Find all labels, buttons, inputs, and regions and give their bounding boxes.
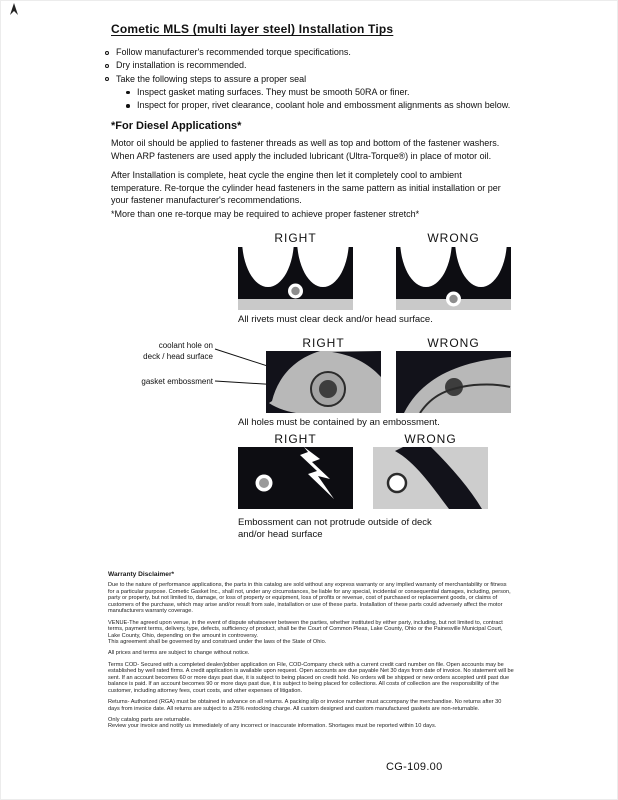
bullet-marker bbox=[105, 51, 109, 55]
warranty-paragraph: Review your invoice and notify us immediately of any incorrect or inaccurate information. Shortages must be reported within 10 days. bbox=[108, 723, 437, 730]
warranty-paragraph: Returns- Authorized (RGA) must be obtained in advance on all returns. A packing slip or invoice number must accompany the merchandise. No returns after 30 days from invoice date. All returns are subject to a 25% restocking charge. All custom designed and custom manufactured gaskets are non-returnable. bbox=[108, 699, 502, 712]
warranty-section bbox=[108, 572, 514, 734]
protrusion-wrong-drawing bbox=[373, 447, 488, 509]
right-header-row3: RIGHT bbox=[274, 432, 317, 446]
list-item bbox=[104, 86, 510, 99]
embossment-wrong-diagram bbox=[396, 351, 511, 413]
protrusion-wrong-diagram bbox=[373, 447, 488, 509]
bullet-marker bbox=[105, 77, 109, 81]
diesel-paragraph-2: After Installation is complete, heat cycle the engine then let it completely cool to ambient temperature. Re-torque the cylinder head fasteners in the same pattern as initial installation or per your fastener manufacturer's recommendations. bbox=[111, 170, 501, 206]
warranty-paragraph: Due to the nature of performance applications, the parts in this catalog are sold without any express warranty or any implied warranty of merchantability or fitness for a particular purpose. Cometic Gasket Inc., shall not, under any circumstances, be liable for any special, incidental or consequential damages, including, person, party or property, but not limited to, damage, or loss of property or equipment, loss of profits or revenue, cost of purchased or replacement goods, or claims of customers of the purchase, which may arise and/or result from sale, installation or use of these parts. Installation of these parts could adversely affect the motor manufacturers warranty coverage. bbox=[108, 582, 511, 615]
row3-caption-line2: and/or head surface bbox=[238, 529, 323, 540]
tip-text: Follow manufacturer's recommended torque specifications. bbox=[116, 47, 351, 57]
list-item bbox=[104, 59, 510, 72]
warranty-paragraph: VENUE-The agreed upon venue, in the event of dispute whatsoever between the parties, whether instituted by either party, including, but not limited to, contract terms, payment terms, delivery, type, defects, sufficiency of product, shall be the Court of Common Pleas, Lake County, Ohio or the Painesville Municipal Court, Lake County, Ohio, depending on the amount in controversy. bbox=[108, 619, 503, 639]
list-item bbox=[104, 99, 510, 112]
diesel-paragraph-1: Motor oil should be applied to fastener threads as well as top and bottom of the fastener washers. When ARP fasteners are used apply the included lubricant (Ultra-Torque®) in place of motor oil. bbox=[111, 138, 500, 161]
right-header-row1: RIGHT bbox=[274, 231, 317, 245]
bullet-marker bbox=[126, 104, 130, 108]
list-item bbox=[104, 73, 510, 86]
right-header-row2: RIGHT bbox=[302, 336, 345, 350]
rivet-right-drawing bbox=[238, 247, 353, 310]
protrusion-right-drawing bbox=[238, 447, 353, 509]
tip-text: Inspect for proper, rivet clearance, coolant hole and embossment alignments as shown below. bbox=[137, 100, 511, 111]
bullet-marker bbox=[126, 91, 130, 95]
page-title: Cometic MLS (multi layer steel) Installation Tips bbox=[111, 22, 394, 36]
row3-caption-line1: Embossment can not protrude outside of deck bbox=[238, 517, 432, 528]
rivet-wrong-drawing bbox=[396, 247, 511, 310]
bullet-marker bbox=[105, 64, 109, 68]
embossment-right-drawing bbox=[266, 351, 381, 413]
tip-text: Inspect gasket mating surfaces. They must be smooth 50RA or finer. bbox=[137, 86, 410, 97]
warranty-paragraph: Terms COD- Secured with a completed dealer/jobber application on File, COD-Company check with a current credit card number on file. Open accounts may be established by well rated firms. A credit application is available upon request. Open accounts are due payable Net 30 days from date of invoice. No statement will be sent. If an account becomes 60 or more days past due, it is subject to being placed on credit hold. No orders will be shipped or new orders accepted until past due balance is paid. If an account becomes 90 or more days past due, it is subject to being placed for collections. All costs of collection are the responsibility of the customer, including attorney fees, court costs, and other expenses of litigation. bbox=[108, 661, 514, 694]
tips-list bbox=[104, 46, 510, 112]
diesel-heading: *For Diesel Applications* bbox=[111, 120, 242, 132]
wrong-header-row3: WRONG bbox=[404, 432, 457, 446]
rivet-wrong-diagram bbox=[396, 247, 511, 310]
coolant-hole-label bbox=[119, 340, 213, 362]
row2-caption: All holes must be contained by an embossment. bbox=[238, 417, 440, 428]
wrong-header-row1: WRONG bbox=[427, 231, 480, 245]
tip-text: Dry installation is recommended. bbox=[116, 60, 247, 71]
coolant-hole-label-line2: deck / head surface bbox=[143, 352, 213, 361]
embossment-wrong-drawing bbox=[396, 351, 511, 413]
warranty-paragraph: All prices and terms are subject to change without notice. bbox=[108, 650, 250, 657]
tip-text: Take the following steps to assure a proper seal bbox=[116, 73, 307, 84]
page-code: CG-109.00 bbox=[386, 761, 443, 773]
protrusion-right-diagram bbox=[238, 447, 353, 509]
wrong-header-row2: WRONG bbox=[427, 336, 480, 350]
row1-caption: All rivets must clear deck and/or head surface. bbox=[238, 314, 433, 325]
warranty-paragraph: This agreement shall be governed by and construed under the laws of the State of Ohio. bbox=[108, 639, 327, 646]
rivet-right-diagram bbox=[238, 247, 353, 310]
arrow-mark-icon bbox=[7, 2, 21, 16]
gasket-embossment-label: gasket embossment bbox=[141, 377, 213, 386]
retorque-note: *More than one re-torque may be required to achieve proper fastener stretch* bbox=[111, 209, 420, 219]
warranty-paragraph: Only catalog parts are returnable. bbox=[108, 716, 192, 723]
list-item bbox=[104, 46, 510, 59]
warranty-heading: Warranty Disclaimer* bbox=[108, 571, 175, 578]
coolant-hole-label-line1: coolant hole on bbox=[158, 341, 213, 350]
embossment-right-diagram bbox=[266, 351, 381, 413]
